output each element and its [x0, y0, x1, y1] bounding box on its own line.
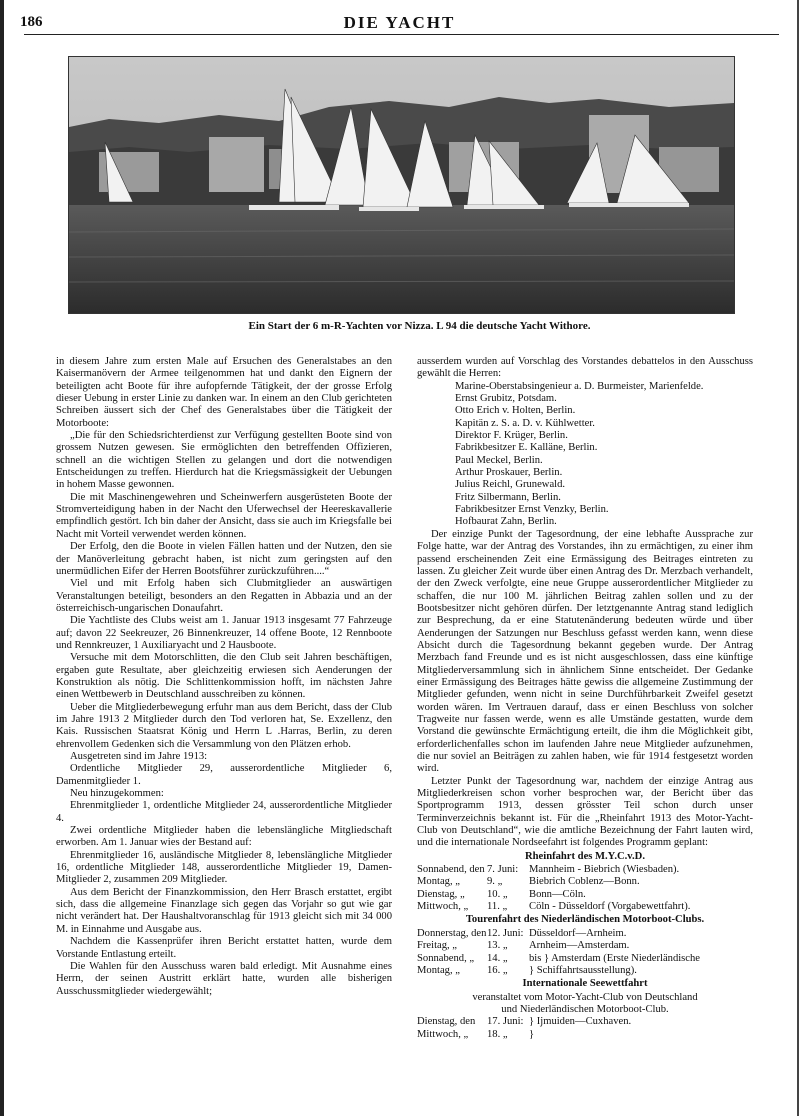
schedule-route: Mannheim - Biebrich (Wiesbaden). — [529, 864, 680, 876]
left-paragraph: Viel und mit Erfolg haben sich Clubmitglieder an auswärtigen Veranstaltungen beteiligt, besonders an den Regatten in Abbazia und an der österreichisch-ungarischen Donaufahrt. — [56, 578, 392, 614]
schedule-route: Bonn—Cöln. — [529, 888, 586, 900]
committee-member: Kapitän z. S. a. D. v. Kühlwetter. — [455, 417, 595, 429]
right-paragraph: Letzter Punkt der Tagesordnung war, nachdem der einzige Antrag aus Mitgliederkreisen schon vorher besprochen war, der Bericht über das Sportprogramm 1913, dessen grösster Teil schon durch unser Terminverzeichnis bekannt ist. Für die „Rheinfahrt 1913 des Motor-Yacht-Club von Deutschland“, wie die amtliche Bezeichnung der Fahrt lauten wird, und die internationale Nordseefahrt ist folgendes Programm geplant: — [417, 775, 753, 849]
schedule-date: 14. „ — [487, 952, 508, 964]
schedule-day: Mittwoch, „ — [417, 901, 469, 913]
committee-member: Hofbaurat Zahn, Berlin. — [455, 516, 557, 528]
left-paragraph: Versuche mit dem Motorschlitten, die den Club seit Jahren beschäftigen, ergaben gute Resultate, aber gleichzeitig erwiesen sich Aenderungen der Konstruktion als nötig. Die Schlittenkommission hofft, im nächsten Jahre einen Wettbewerb in Deutschland ausschreiben zu können. — [56, 652, 392, 701]
schedule-date: 12. Juni: — [487, 927, 524, 939]
table-row — [417, 864, 753, 876]
right-column — [417, 356, 753, 1041]
left-paragraph: Zwei ordentliche Mitglieder haben die lebenslängliche Mitgliedschaft erworben. Am 1. Januar wies der Bestand auf: — [56, 825, 392, 849]
schedule-route: Biebrich Coblenz—Bonn. — [529, 876, 640, 888]
left-paragraph: Ehrenmitglieder 16, ausländische Mitglieder 8, lebenslängliche Mitglieder 16, ordentliche Mitglieder 148, ausserordentliche Mitglieder 19, Damen-Mitglieder 2, zusammen 209 Mitglieder. — [56, 849, 392, 886]
left-column — [56, 356, 392, 998]
committee-member: Otto Erich v. Holten, Berlin. — [455, 405, 576, 417]
schedule-date: 13. „ — [487, 940, 508, 952]
schedule-route: Cöln - Düsseldorf (Vorgabewettfahrt). — [529, 901, 691, 913]
table-row — [417, 1029, 753, 1041]
committee-member: Julius Reichl, Grunewald. — [455, 479, 566, 491]
page-edge-left — [0, 0, 4, 1116]
schedule-route: } Schiffahrtsausstellung). — [529, 964, 637, 976]
committee-member: Paul Meckel, Berlin. — [455, 454, 543, 466]
left-paragraph: in diesem Jahre zum ersten Male auf Ersuchen des Generalstabes an den Kaisermanövern der Armee teilgenommen hat und dankt den Eignern der beteiligten acht Boote für ihre aufopfernde Tätigkeit, der der grosse Erfolg dieser Uebung in erster Linie zu danken war. In einem an den Club gerichteten Schreiben äussert sich der Chef des Generalstabes über die Tätigkeit der Motorboote: — [56, 356, 392, 429]
page-number: 186 — [20, 14, 43, 30]
schedule-date: 11. „ — [487, 901, 508, 913]
schedule-route: } Ijmuiden—Cuxhaven. — [529, 1016, 632, 1028]
table-row — [417, 876, 753, 888]
schedule-date: 17. Juni: — [487, 1016, 524, 1028]
left-paragraph: Ueber die Mitgliederbewegung erfuhr man aus dem Bericht, dass der Club im Jahre 1913 2 Mitglieder durch den Tod verloren hat, Se. Exzellenz, den Kais. Russischen Staatsrat König und Herrn L .Harras, Berlin, zu deren ehrenvollem Gedenken sich die Versammlung von den Plätzen erhob. — [56, 701, 392, 750]
table-row — [417, 901, 753, 913]
schedule-title: Internationale Seewettfahrt — [522, 978, 648, 990]
schedule-route: Arnheim—Amsterdam. — [529, 940, 630, 952]
committee-member: Fabrikbesitzer Ernst Venzky, Berlin. — [455, 504, 609, 516]
schedule-day: Montag, „ — [417, 876, 460, 888]
committee-member: Arthur Proskauer, Berlin. — [455, 467, 563, 479]
table-row — [417, 940, 753, 952]
schedule-table — [417, 1016, 753, 1041]
schedule-day: Freitag, „ — [417, 940, 458, 952]
left-paragraph: Neu hinzugekommen: — [70, 788, 164, 800]
schedule-date: 9. „ — [487, 876, 503, 888]
committee-member: Direktor F. Krüger, Berlin. — [455, 430, 568, 442]
schedule-day: Mittwoch, „ — [417, 1028, 469, 1040]
schedule-route: bis } Amsterdam (Erste Niederländische — [529, 952, 701, 964]
sailing-photo — [68, 56, 735, 314]
schedule-day: Dienstag, „ — [417, 888, 465, 900]
table-row — [417, 1016, 753, 1028]
schedule-date: 16. „ — [487, 964, 508, 976]
table-row — [417, 953, 753, 965]
left-paragraph: Ordentliche Mitglieder 29, ausserordentliche Mitglieder 6, Damenmitglieder 1. — [56, 763, 392, 787]
schedule-table — [417, 928, 753, 977]
committee-member: Fritz Silbermann, Berlin. — [455, 491, 561, 503]
schedule-day: Sonnabend, „ — [417, 952, 475, 964]
right-paragraph: Der einzige Punkt der Tagesordnung, der eine lebhafte Aussprache zur Folge hatte, war der Antrag des Vorstandes, ihn zu ermächtigen, zu einer ihm passend erscheinenden Zeit eine Ermässigung des Beitrages eintreten zu lassen. Zu gleicher Zeit wurde über einen Antrag des Dr. Merzbach verhandelt, der den Zweck verfolgte, eine neue Gruppe ausserordentlicher Mitglieder zu schaffen, die nur 100 M. jährlichen Beitrag zahlen sollen und zu der Bootsbesitzer nicht gehören dürfen. Der letztgenannte Antrag stand lediglich zur Besprechung, da er eine Statutenänderung bedeuten würde und über Aenderungen der Satzungen nur Beschluss gefasst werden kann, wenn diese Absicht durch die Tagesordnung bekannt gegeben wurde. Der Antrag Merzbach fand Freunde und es ist nicht ausgeschlossen, dass eine künftige Mitgliederversammlung sich in ähnlichem Sinne entscheidet. Der Gedanke einer Ermässigung des Beitrages hätte gewiss die allgemeine Zustimmung der Mitglieder gefunden, wenn nicht in seine Durchführbarkeit Zweifel gesetzt worden wären. Im Vertrauen darauf, dass er einen Beschluss von solcher Tragweite nur fassen werde, wenn es alle Umstände gestatten, wurde dem Vorstand die gewünschte Ermächtigung erteilt, die ihm die Möglichkeit gibt, erforderlichenfalles schon im laufenden Jahre neue Mitglieder aufzunehmen, die nur soviel an Beiträgen zu zahlen haben, wie für 1914 festgesetzt worden wird. — [417, 528, 753, 775]
photo-caption: Ein Start der 6 m-R-Yachten vor Nizza. L 94 die deutsche Yacht Withore. — [248, 320, 591, 332]
left-paragraph: Die Yachtliste des Clubs weist am 1. Januar 1913 insgesamt 77 Fahrzeuge auf; davon 22 Seekreuzer, 26 Binnenkreuzer, 14 offene Boote, 12 Rennboote und Rennkreuzer, 1 Auxiliaryacht und 2 Hausboote. — [56, 615, 392, 651]
running-title: DIE YACHT — [343, 13, 456, 32]
table-row — [417, 965, 753, 977]
schedule-table — [417, 864, 753, 913]
left-paragraph: Nachdem die Kassenprüfer ihren Bericht erstattet hatten, wurde dem Vorstande Entlastung erteilt. — [56, 936, 392, 960]
left-paragraph: Ehrenmitglieder 1, ordentliche Mitglieder 24, ausserordentliche Mitglieder 4. — [56, 800, 392, 824]
committee-list — [417, 381, 753, 529]
right-intro: ausserdem wurden auf Vorschlag des Vorstandes debattelos in den Ausschuss gewählt die Herren: — [417, 356, 753, 380]
schedule-day: Donnerstag, den — [417, 927, 487, 939]
left-paragraph: „Die für den Schiedsrichterdienst zur Verfügung gestellten Boote sind von grossem Nutzen gewesen. Sie ermöglichten den betreffenden Offizieren, schnell an die wichtigen Stellen zu gelangen und dort die notwendigen Entscheidungen zu treffen. Hierdurch hat die Kriegsmässigkeit der Uebungen in hohem Masse gewonnen. — [56, 430, 392, 491]
schedule-subtitle: veranstaltet vom Motor-Yacht-Club von Deutschland — [472, 991, 698, 1003]
schedule-route: } — [529, 1028, 535, 1040]
left-paragraph: Die mit Maschinengewehren und Scheinwerfern ausgerüsteten Boote der Stromverteidigung haben in der Nacht den Uferwechsel der Heereskavallerie empfindlich gestört. Ich bin daher der Ansicht, dass sie auch im Kriegsfalle bei Nacht mit Vorteil verwendet werden können. — [56, 491, 392, 540]
schedule-title: Tourenfahrt des Niederländischen Motorboot-Clubs. — [465, 914, 705, 926]
committee-member: Marine-Oberstabsingenieur a. D. Burmeister, Marienfelde. — [455, 380, 704, 392]
left-paragraph: Der Erfolg, den die Boote in vielen Fällen hatten und der Nutzen, den sie der Manöverleitung gebracht haben, ist nicht zum geringsten auf den unermüdlichen Eifer der Herren Bootsführer zurückzuführen....“ — [56, 541, 392, 577]
sailing-photo-icon — [69, 57, 734, 313]
left-paragraph: Die Wahlen für den Ausschuss waren bald erledigt. Mit Ausnahme eines Herrn, der seinen Austritt erklärt hatte, wurden alle bisherigen Ausschussmitglieder wiedergewählt; — [56, 960, 392, 997]
schedule-subtitle: und Niederländischen Motorboot-Club. — [501, 1003, 669, 1015]
committee-member: Ernst Grubitz, Potsdam. — [455, 393, 557, 405]
schedule-route: Düsseldorf—Arnheim. — [529, 927, 627, 939]
left-paragraph: Ausgetreten sind im Jahre 1913: — [70, 751, 208, 762]
left-paragraph: Aus dem Bericht der Finanzkommission, den Herr Brasch erstattet, ergibt sich, dass die allgemeine Finanzlage sich gegen das Vorjahr so gut wie gar nicht verändert hat. Der Haushaltvoranschlag für 1913 gleicht sich mit 34 000 M. in Einnahme und Ausgabe aus. — [56, 886, 392, 935]
schedule-date: 7. Juni: — [487, 864, 519, 876]
table-row — [417, 928, 753, 940]
schedule-day: Montag, „ — [417, 964, 460, 976]
table-row — [417, 889, 753, 901]
schedule-date: 10. „ — [487, 888, 508, 900]
committee-member: Fabrikbesitzer E. Kalläne, Berlin. — [455, 442, 598, 454]
schedule-day: Dienstag, den — [417, 1016, 476, 1028]
schedule-title: Rheinfahrt des M.Y.C.v.D. — [525, 850, 645, 862]
schedule-day: Sonnabend, den — [417, 864, 485, 876]
schedule-date: 18. „ — [487, 1028, 508, 1040]
